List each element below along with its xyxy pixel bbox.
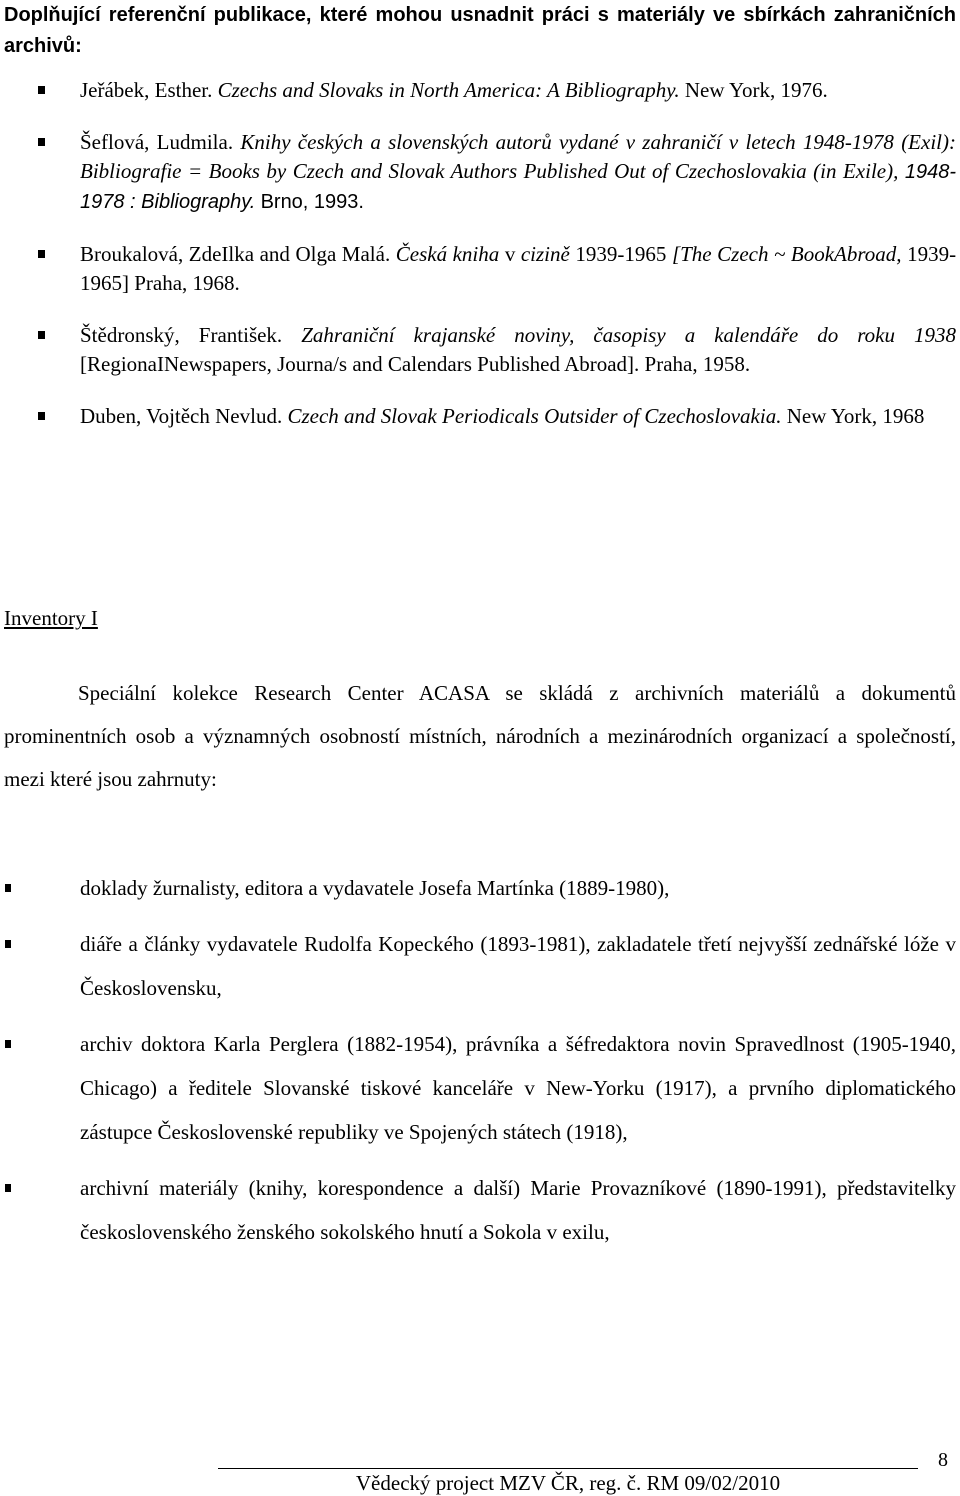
square-bullet-icon: [5, 1184, 11, 1192]
reference-imprint: New York, 1968: [786, 404, 925, 428]
reference-title: Czechs and Slovaks in North America: A Bibliography.: [217, 78, 680, 102]
inventory-item-text: archiv doktora Karla Perglera (1882-1954), právníka a šéfredaktora novin Spravedlnost (1905-1940, Chicago) a ředitele Slovanské tiskové kanceláře v New-Yorku (1917), a prvního diplomatického zástupce Československé republiky ve Spojených státech (1918),: [80, 1032, 956, 1144]
square-bullet-icon: [5, 1040, 11, 1048]
page-number: 8: [938, 1449, 948, 1471]
intro-text: Speciální kolekce Research Center ACASA se skládá z archivních materiálů a dokumentů prominentních osob a významných osobností místních, národních a mezinárodních organizací a společností, mezi které jsou zahrnuty:: [4, 681, 956, 791]
references-heading: Doplňující referenční publikace, které mohou usnadnit práci s materiály ve sbírkách zahraničních archivů:: [4, 4, 956, 57]
square-bullet-icon: [38, 250, 45, 258]
reference-title-connector: v: [504, 242, 516, 266]
square-bullet-icon: [38, 86, 45, 94]
inventory-item: [0, 1022, 960, 1154]
square-bullet-icon: [5, 940, 11, 948]
reference-item: [0, 76, 960, 105]
reference-author: Štědronský, František.: [80, 323, 283, 347]
square-bullet-icon: [38, 331, 45, 339]
footer-text: Vědecký project MZV ČR, reg. č. RM 09/02/2010: [355, 1471, 781, 1495]
inventory-item-text: doklady žurnalisty, editora a vydavatele Josefa Martínka (1889-1980),: [80, 876, 670, 900]
square-bullet-icon: [38, 412, 45, 420]
reference-imprint: [RegionaINewspapers, Journa/s and Calendars Published Abroad]. Praha, 1958.: [80, 352, 751, 376]
reference-imprint: New York, 1976.: [684, 78, 828, 102]
inventory-item: [0, 866, 960, 910]
reference-title: Czech and Slovak Periodicals Outsider of Czechoslovakia.: [287, 404, 782, 428]
inventory-item-text: diáře a články vydavatele Rudolfa Kopeckého (1893-1981), zakladatele třetí nejvyšší zednářské lóže v Československu,: [80, 932, 956, 1000]
reference-item: [0, 128, 960, 217]
reference-years: 1939-1965: [575, 242, 667, 266]
reference-title-continued: cizině: [520, 242, 570, 266]
inventory-item: [0, 922, 960, 1010]
reference-translated-title: [The Czech ~ BookAbroad,: [671, 242, 902, 266]
reference-author: Šeflová, Ludmila.: [80, 130, 234, 154]
section-title: Inventory I: [4, 606, 98, 630]
reference-author: Broukalová, ZdeIlka and Olga Malá.: [80, 242, 391, 266]
reference-title: Knihy českých a slovenských autorů vydané v zahraničí v letech 1948-1978 (Exil): Bibliografie = Books by Czech and Slovak Authors Published Out of Czechoslovakia (in Exile),: [80, 130, 956, 183]
reference-imprint: 1939-1965] Praha, 1968.: [80, 242, 957, 295]
reference-title: Zahraniční krajanské noviny, časopisy a kalendáře do roku 1938: [301, 323, 956, 347]
reference-imprint: Brno, 1993.: [260, 191, 364, 213]
inventory-item: [0, 1166, 960, 1254]
intro-paragraph: [4, 672, 956, 801]
footer-divider: [218, 1468, 918, 1469]
square-bullet-icon: [5, 884, 11, 892]
reference-author: Jeřábek, Esther.: [80, 78, 213, 102]
reference-list: [0, 76, 960, 454]
square-bullet-icon: [38, 138, 45, 146]
reference-item: [0, 240, 960, 298]
inventory-item-text: archivní materiály (knihy, korespondence a další) Marie Provazníkové (1890-1991), představitelky československého ženského sokolského hnutí a Sokola v exilu,: [80, 1176, 956, 1244]
reference-item: [0, 402, 960, 431]
reference-title-continued: 1948-1978 : Bibliography.: [80, 161, 956, 213]
reference-author: Duben, Vojtěch Nevlud.: [80, 404, 283, 428]
reference-title: Česká kniha: [395, 242, 500, 266]
inventory-list: [0, 866, 960, 1266]
reference-item: [0, 321, 960, 379]
